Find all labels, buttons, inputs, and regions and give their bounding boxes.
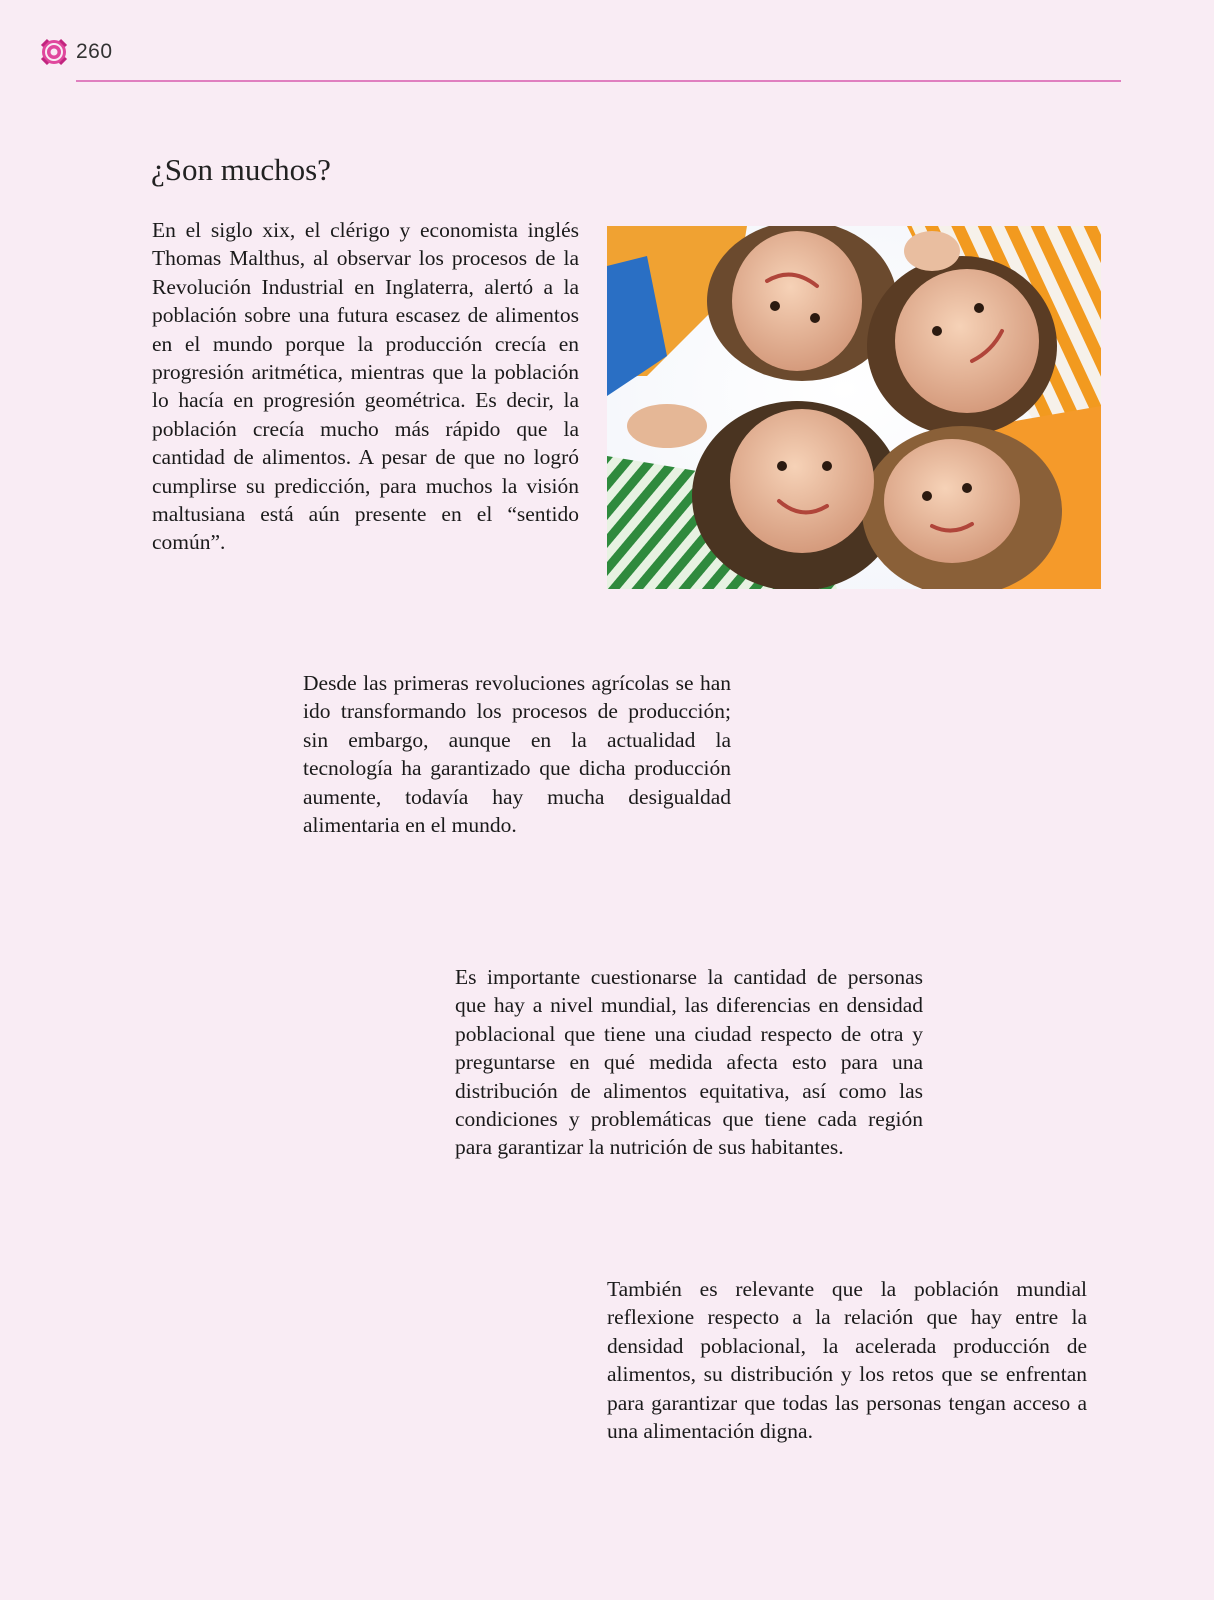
paragraph-malthus: En el siglo xix, el clérigo y economista inglés Thomas Malthus, al observar los procesos de la Revolución Industrial en Inglaterra, alertó a la población sobre una futura escasez de alimentos en el mundo porque la producción crecía en progresión aritmética, mientras que la población lo hacía en progresión geométrica. Es decir, la población crecía mucho más rápido que la cantidad de alimentos. A pesar de que no logró cumplirse su predicción, para muchos la visión maltusiana está aún presente en el “sentido común”. <box>152 218 579 555</box>
header-rule <box>76 80 1121 82</box>
page-header <box>40 36 1080 84</box>
paragraph-population-density: Es importante cuestionarse la cantidad de personas que hay a nivel mundial, las diferencias en densidad poblacional que tiene una ciudad respecto de otra y preguntarse en qué medida afecta esto para una distribución de alimentos equitativa, así como las condiciones y problemáticas que tiene cada región para garantizar la nutrición de sus habitantes. <box>455 965 923 1160</box>
paragraph-agricultural-revolutions: Desde las primeras revoluciones agrícolas se han ido transformando los procesos de producción; sin embargo, aunque en la actualidad la tecnología ha garantizado que dicha producción aumente, todavía hay mucha desigualdad alimentaria en el mundo. <box>303 671 731 838</box>
paragraph-food-access: También es relevante que la población mundial reflexione respecto a la relación que hay entre la densidad poblacional, la acelerada producción de alimentos, su distribución y los retos que se enfrentan para garantizar que todas las personas tengan acceso a una alimentación digna. <box>607 1277 1087 1444</box>
aztec-glyph-icon <box>40 38 68 66</box>
page-number: 260 <box>76 40 113 63</box>
children-group-photo <box>607 226 1101 589</box>
section-title: ¿Son muchos? <box>151 152 331 187</box>
